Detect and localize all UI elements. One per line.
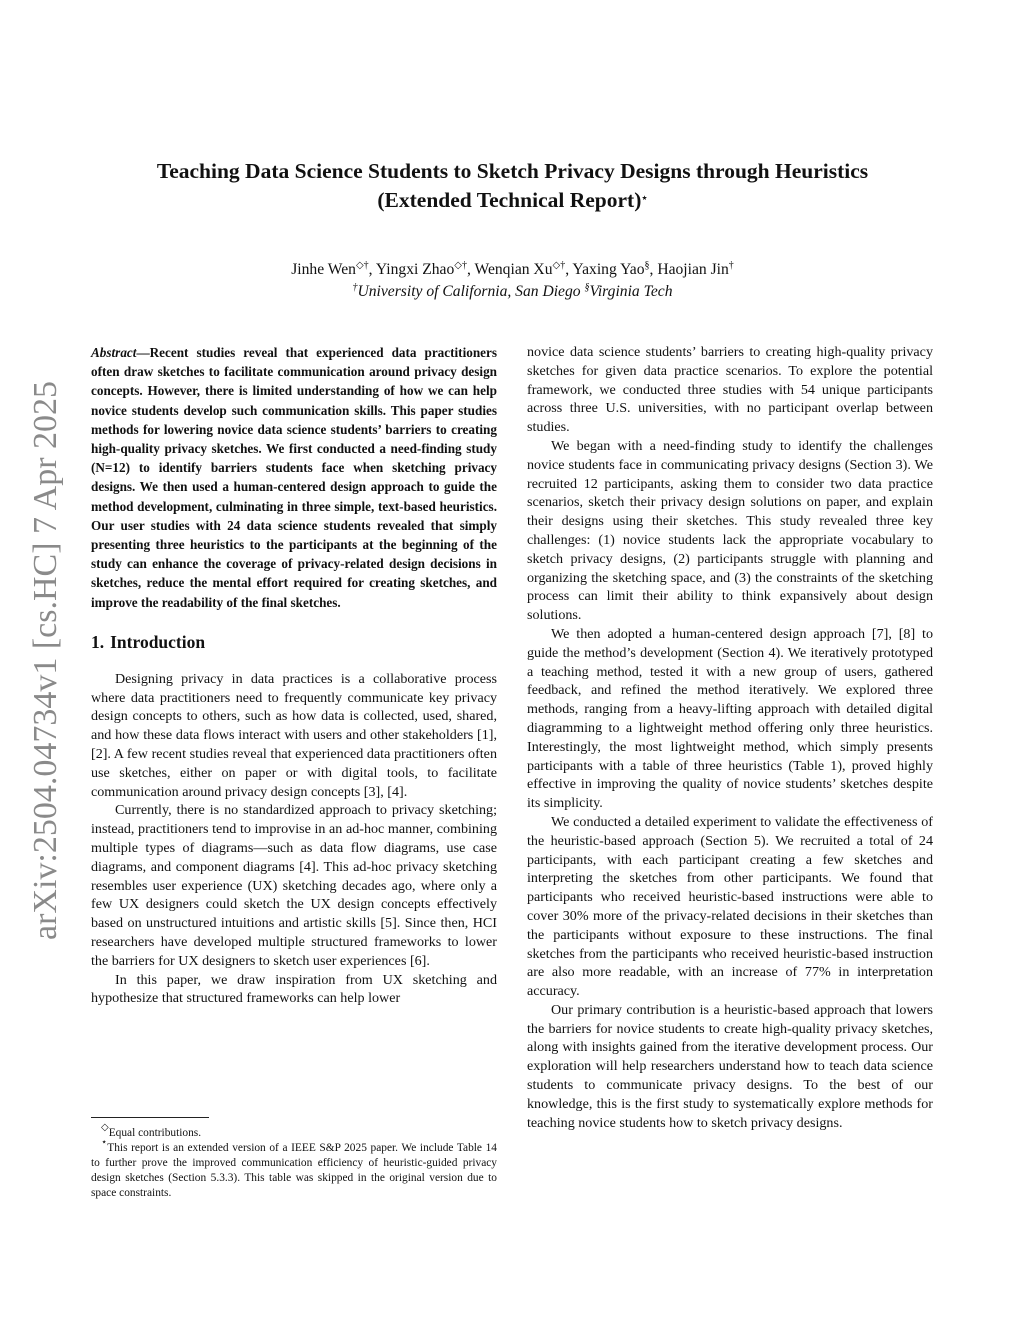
author-marks: § — [644, 260, 650, 271]
author-marks: ◇† — [552, 260, 566, 271]
body-paragraph: Currently, there is no standardized approach to privacy sketching; instead, practitioners tend to improvise in an ad-hoc manner, combining multiple types of diagrams—such as data flow diagrams, use case diagrams, and component diagrams [4]. This ad-hoc privacy sketching resembles user experience (UX) sketching decades ago, where only a few UX designers could sketch the UX design concepts effectively based on unstructured intuitions and artistic skills [5]. Since then, HCI researchers have developed multiple structured frameworks to lower the barriers for UX designers to sketch user experiences [6]. — [91, 802, 497, 969]
author-name: Wenqian Xu — [474, 261, 553, 278]
author-separator: , — [565, 261, 573, 278]
footnote — [91, 1137, 497, 1201]
author — [657, 261, 733, 278]
author-marks: ◇† — [454, 260, 467, 271]
author-name: Yingxi Zhao — [375, 261, 455, 278]
author-list — [90, 259, 935, 281]
author — [291, 261, 376, 278]
author-name: Haojian Jin — [657, 261, 729, 278]
affiliation-mark: § — [584, 282, 590, 293]
body-paragraph: Our primary contribution is a heuristic-based approach that lowers the barriers for novice students to create high-quality privacy sketches, along with insights gained from the iterative development process. Our exploration will help researchers understand how to teach data science students to communicate privacy designs. To the best of our knowledge, this is the first study to systematically explore methods for teaching novice students how to sketch privacy designs. — [527, 1001, 933, 1131]
title-line-2 — [90, 186, 935, 215]
body-paragraph: In this paper, we draw inspiration from UX sketching and hypothesize that structured frameworks can help lower — [91, 971, 497, 1007]
abstract — [91, 343, 497, 612]
author-separator: , — [649, 261, 658, 278]
footnote-text: This report is an extended version of a IEEE S&P 2025 paper. We include Table 14 to further prove the improved communication efficiency of heuristic-guided privacy design sketches (Section 5.3.3). This table was skipped in the original version due to space constraints. — [91, 1142, 497, 1199]
affiliation-mark: † — [352, 282, 358, 293]
footnote — [91, 1122, 497, 1141]
footnote-mark: ◇ — [101, 1122, 109, 1133]
footnote-mark: ⋆ — [101, 1137, 108, 1148]
arxiv-identifier: arXiv:2504.04734v1 [cs.HC] 7 Apr 2025 — [27, 380, 64, 940]
footnote-rule — [91, 1117, 209, 1118]
affiliation-list — [90, 281, 935, 303]
affiliation-name: Virginia Tech — [589, 283, 673, 300]
author — [376, 261, 475, 278]
title-line-2-text: (Extended Technical Report) — [377, 188, 642, 212]
paper-title — [90, 157, 935, 215]
author-marks: † — [728, 260, 734, 271]
section-title: Introduction — [110, 631, 206, 652]
footnote-text: Equal contributions. — [108, 1127, 202, 1139]
author-separator: , — [368, 261, 376, 278]
abstract-dash: — — [136, 345, 150, 360]
author-name: Yaxing Yao — [572, 261, 645, 278]
body-paragraph: Designing privacy in data practices is a collaborative process where data practitioners need to frequently communicate key privacy design concepts to others, such as how data is collected, used, shared, and how these data flows interact with users and other stakeholders [1], [2]. A few recent studies reveal that experienced data practitioners often use sketches, either on paper or with digital tools, to facilitate communication around privacy design concepts [3], [4]. — [91, 670, 497, 800]
right-column — [527, 343, 933, 1132]
author-separator: , — [466, 261, 475, 278]
title-line-1: Teaching Data Science Students to Sketch Privacy Designs through Heuristics — [156, 159, 869, 183]
affiliation-name: University of California, San Diego — [357, 283, 585, 300]
body-paragraph: We began with a need-finding study to identify the challenges novice students face in communicating privacy designs (Section 3). We recruited 12 participants, asking them to consider two data practice scenarios, sketch their privacy design solutions on paper, and explain their designs using their sketches. This study revealed three key challenges: (1) novice students lack the appropriate vocabulary to sketch privacy designs, (2) participants struggle with planning and organizing the sketching space, and (3) the constraints of the sketching process can limit their ability to think expansively about design solutions. — [527, 437, 933, 624]
title-star-mark: ⋆ — [641, 193, 648, 204]
author — [572, 261, 657, 278]
abstract-text: Recent studies reveal that experienced data practitioners often draw sketches to facilitate communication around privacy design concepts. However, there is limited understanding of how we can help novice students develop such communication skills. This paper studies methods for lowering novice data science students’ barriers to creating high-quality privacy sketches. We first conducted a need-finding study (N=12) to identify barriers students face when sketching privacy designs. We then used a human-centered design approach to guide the method development, culminating in three simple, text-based heuristics. Our user studies with 24 data science students revealed that simply presenting three heuristics to the participants at the beginning of the study can enhance the coverage of privacy-related design decisions in sketches, reduce the mental effort required for creating sketches, and improve the readability of the final sketches. — [91, 345, 497, 610]
section-number: 1. — [91, 631, 105, 652]
body-paragraph: We conducted a detailed experiment to validate the effectiveness of the heuristic-based approach (Section 5). We recruited a total of 24 participants, with each participant creating a few sketches and interpreting the sketches from other participants. We found that participants who received heuristic-based instructions were able to cover 30% more of the privacy-related decisions in their sketches than the participants without exposure to these instructions. The final sketches from the participants who received heuristic-based instruction are also more readable, with an increase of 77% in interpretation accuracy. — [527, 813, 933, 1000]
author-marks: ◇† — [355, 260, 369, 271]
body-paragraph: novice data science students’ barriers to creating high-quality privacy sketches for given data practice scenarios. To explore the potential framework, we conducted three studies with 54 unique participants across three U.S. universities, with no participant overlap between studies. — [527, 344, 933, 436]
footnotes — [91, 1122, 497, 1201]
author-block — [90, 259, 935, 303]
abstract-label: Abstract — [91, 345, 137, 360]
author-name: Jinhe Wen — [291, 261, 356, 278]
left-column — [91, 343, 497, 1008]
author — [475, 261, 573, 278]
body-paragraph: We then adopted a human-centered design approach [7], [8] to guide the method’s development (Section 4). We iteratively prototyped a teaching method, tested it with a new group of users, gathered feedback, and refined the method iteratively. We explored three methods, ranging from a heavy-lifting approach with detailed digital diagramming to a lightweight method offering only three heuristics. Interestingly, the most lightweight method, which simply presents participants with a table of three heuristics (Table 1), proved highly effective in improving the quality of novice students’ sketches despite its simplicity. — [527, 625, 933, 812]
section-heading-introduction — [91, 631, 497, 653]
